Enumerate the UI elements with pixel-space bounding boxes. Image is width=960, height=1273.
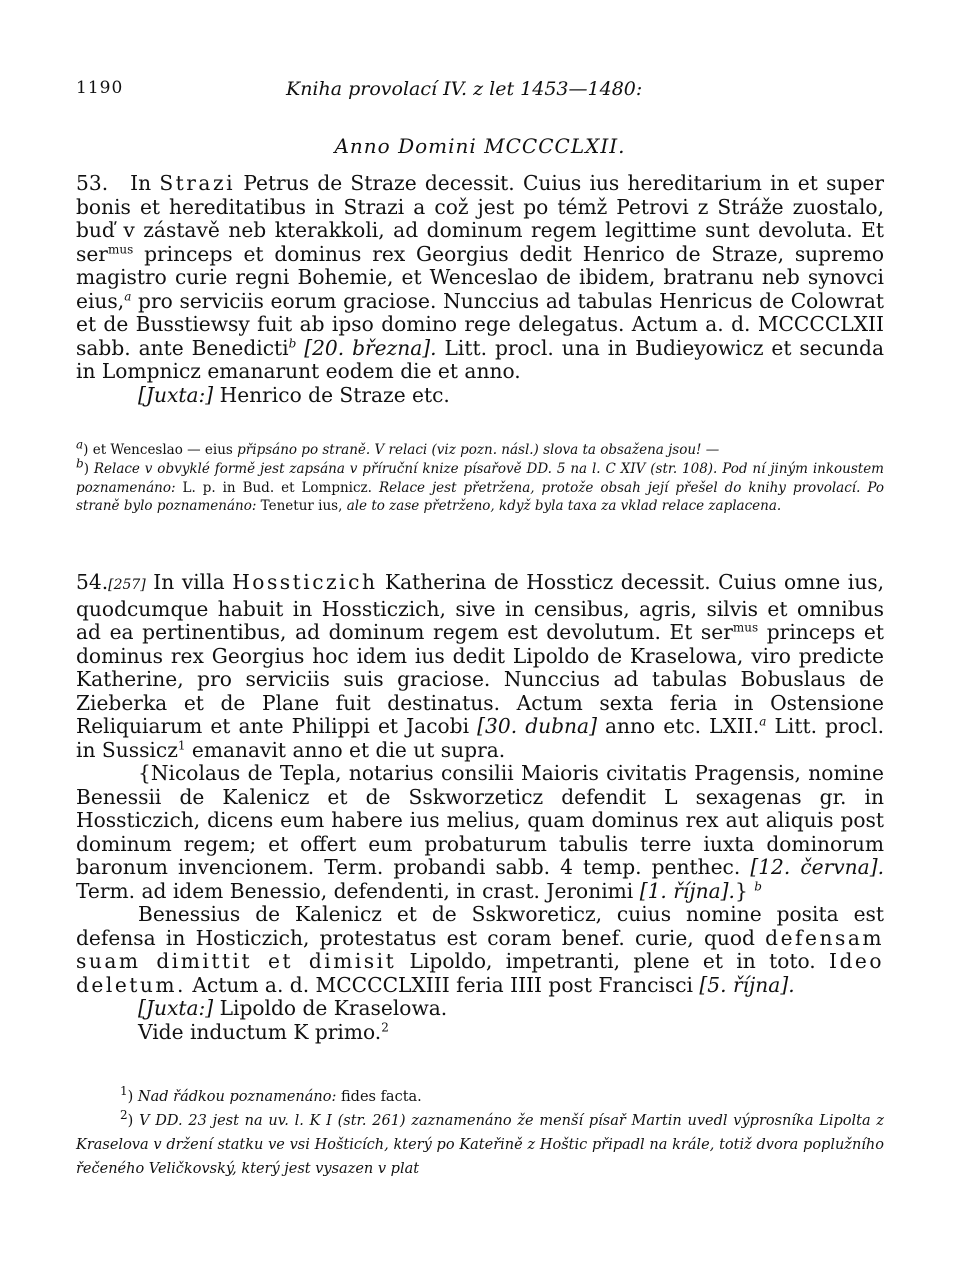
date-gloss: [30. dubna] bbox=[477, 714, 597, 738]
footnote-ref-2: 2 bbox=[381, 1019, 389, 1034]
entry-number: 53. bbox=[76, 171, 109, 195]
footnote-1: $^1$) Nad řádkou poznamenáno: fides facta. bbox=[120, 1084, 422, 1105]
brace-close: } bbox=[734, 878, 748, 903]
note-ref-b: b bbox=[754, 878, 762, 893]
folio-marker: [257] bbox=[108, 577, 146, 593]
footnote-2: $^2$) V DD. 23 jest na uv. l. K I (str. 261) zaznamenáno že menší písař Martin uvedl výprosníka Lipolta z Kraselova v držení statku ve vsi Hošticích, který po Kateřině z Hoštic připadl na krále, totiž dvora poplužního řečeného Veličkovský, který jest vysazen v plat bbox=[76, 1108, 884, 1177]
juxta-line: [Juxta:] Lipoldo de Kraselowa. bbox=[138, 996, 448, 1020]
entry-number: 54. bbox=[76, 570, 109, 594]
place-name: Strazi bbox=[159, 171, 236, 195]
place-name: Hossticzich bbox=[232, 570, 378, 594]
notes-53 bbox=[76, 437, 885, 516]
page-number: 1190 bbox=[76, 78, 124, 98]
protest-paragraph: Benessius de Kalenicz et de Sskworeticz, cuius nomine posita est defensa in Hosticzich, protestatus est coram benef. curie, quod defensam suam dimittit et dimisit Lipoldo, impetranti, plene et in toto. Ideo deletum. Actum a. d. MCCCCLXIII feria IIII post Francisci [5. října]. bbox=[76, 902, 884, 997]
date-gloss: [20. března]. bbox=[304, 335, 437, 360]
running-title: Kniha provolací IV. z let 1453—1480: bbox=[286, 78, 643, 100]
entry-53 bbox=[76, 172, 884, 407]
note-ref-a: a bbox=[759, 714, 767, 729]
running-header bbox=[76, 78, 884, 104]
footnotes-54 bbox=[76, 1085, 884, 1181]
brace-open: { bbox=[138, 761, 151, 785]
entry-54 bbox=[76, 571, 884, 1044]
juxta-line: [Juxta:] Henrico de Straze etc. bbox=[138, 382, 450, 407]
vide-line: Vide inductum K primo.$^2$ bbox=[138, 1019, 389, 1044]
note-ref-a: a bbox=[124, 288, 132, 303]
entry-54-text: 54.[257] In villa Hossticzich Katherina de Hossticz decessit. Cuius omne ius, quodcumque habuit in Hossticzich, sive in censibus, agris, silvis et omnibus ad ea pertinentibus, ad dominum regem est devolutum. Et ser$^{mus}$ princeps et dominus rex Georgius hoc idem ius dedit Lipoldo de Kraselowa, viro predicte Katherine, pro serviciis suis graciose. Nunccius ad tabulas Bobuslaus de Zieberka et de Plane fuit destinatus. Actum sexta feria in Ostensione Reliquiarum et ante Philippi et Jacobi [30. dubna] anno etc. LXII.$^a$ Litt. procl. in Sussicz$^1$ emanavit anno et die ut supra. bbox=[76, 570, 884, 762]
year-heading: Anno Domini MCCCCLXII. bbox=[334, 134, 626, 158]
note-b: b) Relace v obvyklé formě jest zapsána v příruční knize písařově DD. 5 na l. C XIV (str. 108). Pod ní jiným inkoustem poznamenáno: L. p. in Bud. et Lompnicz. Relace jest přetržena, protože obsah její přešel do knihy provolací. Po straně bylo poznamenáno: Tenetur ius, ale to zase přetrženo, když byla taxa za vklad relace zaplacena. bbox=[76, 456, 885, 515]
note-ref-b: b bbox=[288, 335, 297, 350]
entry-53-text: 53. In Strazi Petrus de Straze decessit. Cuius ius hereditarium in et super bonis et hereditatibus in Strazi a což jest po témž Petrovi z Stráže zuostalo, buď v zástavě neb kterakkoli, ad dominum regem legittime sunt devoluta. Et ser$^{mus}$ princeps et dominus rex Georgius dedit Henrico de Straze, supremo magistro curie regni Bohemie, et Wenceslao de ibidem, bratranu neb synovci eius,$^a$ pro serviciis eorum graciose. Nunccius ad tabulas Henricus de Colowrat et de Busstiewsy fuit ab ipso domino rege delegatus. Actum a. d. MCCCCLXII sabb. ante Benedicti$^b$ [20. března]. Litt. procl. una in Budieyowicz et secunda in Lompnicz emanarunt eodem die et anno. bbox=[76, 171, 884, 383]
note-a: a) et Wenceslao — eius připsáno po straně. V relaci (viz pozn. násl.) slova ta obsažena jsou! — bbox=[76, 437, 720, 458]
footnote-ref-1: 1 bbox=[177, 737, 186, 752]
defense-paragraph: {Nicolaus de Tepla, notarius consilii Maioris civitatis Pragensis, nomine Benessii de Kalenicz et de Sskworzeticz defendit L sexagenas gr. in Hossticzich, dicens eum habere ius melius, quam dominus rex aut aliquis post dominum regem; et offert eum probaturum tabulis terre iuxta dominorum baronum invencionem. Term. probandi sabb. 4 temp. penthec. [12. června]. Term. ad idem Benessio, defendenti, in crast. Jeronimi [1. října].} $^b$ bbox=[76, 761, 884, 903]
